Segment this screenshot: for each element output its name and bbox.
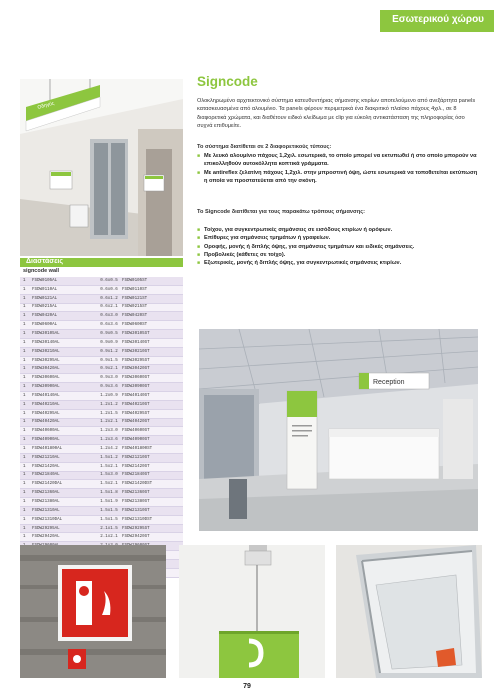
- table-row: [20, 436, 183, 445]
- table-cell: 1: [23, 376, 26, 381]
- table-row: [20, 330, 183, 339]
- photo-signage-corridor: [20, 79, 183, 256]
- table-cell: 1: [23, 473, 26, 478]
- table-cell: FSDW0215AL: [32, 305, 58, 310]
- photo-fire-sign: [20, 545, 166, 678]
- table-cell: 0.9x1.5: [100, 358, 118, 363]
- table-cell: FSDW21360ST: [122, 491, 150, 496]
- table-row: [20, 312, 183, 321]
- table-cell: FSDW0600ST: [122, 323, 148, 328]
- table-row: [20, 516, 183, 525]
- table-row: [20, 445, 183, 454]
- table-cell: FSDW30900AL: [32, 385, 60, 390]
- photo-frame-detail: [336, 545, 482, 678]
- page-number: 79: [243, 683, 251, 690]
- table-cell: FSDW401800AL: [32, 446, 63, 451]
- table-cell: 1: [23, 482, 26, 487]
- table-cell: 1: [23, 305, 26, 310]
- dimensions-table: [20, 277, 183, 578]
- table-cell: FSDW30420ST: [122, 367, 150, 372]
- table-cell: 2.1x2.1: [100, 535, 118, 540]
- table-row: [20, 365, 183, 374]
- table-row: [20, 489, 183, 498]
- table-cell: 1: [23, 402, 26, 407]
- table-cell: FSDW0105ST: [122, 278, 148, 283]
- table-row: [20, 507, 183, 516]
- table-cell: 1: [23, 517, 26, 522]
- table-row: [20, 533, 183, 542]
- table-cell: FSDW40600AL: [32, 429, 60, 434]
- table-cell: FSDW30105ST: [122, 331, 150, 336]
- table-cell: FSDW40420ST: [122, 420, 150, 425]
- table-cell: FSDW40900AL: [32, 438, 60, 443]
- table-cell: FSDW29295ST: [122, 526, 150, 531]
- table-row: [20, 277, 183, 286]
- table-cell: FSDW30140ST: [122, 340, 150, 345]
- table-cell: 1: [23, 358, 26, 363]
- table-cell: 1: [23, 420, 26, 425]
- table-cell: FSDW21420DST: [122, 482, 153, 487]
- table-row: [20, 498, 183, 507]
- table-cell: 0.9x2.1: [100, 367, 118, 372]
- table-cell: FSDW21310DST: [122, 517, 153, 522]
- table-row: [20, 419, 183, 428]
- table-cell: FSDW401800ST: [122, 446, 153, 451]
- table-cell: FSDW29295AL: [32, 526, 60, 531]
- list-item: ■ Τοίχου, για συγκεντρωτικές σημάνσεις σε εισόδους κτιρίων ή ορόφων.: [197, 226, 480, 234]
- table-row: [20, 348, 183, 357]
- table-cell: 1.2x3.0: [100, 429, 118, 434]
- table-row: [20, 339, 183, 348]
- table-cell: 1: [23, 367, 26, 372]
- sign-text: Οδηγός: [36, 100, 56, 111]
- table-cell: 0.6x0.6: [100, 287, 118, 292]
- table-row: [20, 401, 183, 410]
- table-cell: 1.5x1.5: [100, 517, 118, 522]
- table-cell: FSDW40140ST: [122, 393, 150, 398]
- table-cell: 1: [23, 446, 26, 451]
- table-row: [20, 427, 183, 436]
- table-cell: 1: [23, 278, 26, 283]
- table-cell: 1: [23, 500, 26, 505]
- list-item: ■ Με λευκό αλουμίνιο πάχους 1,2χιλ. εσωτερικά, το οποίο μπορεί να εκτυπωθεί ή στο οποίο μπορούν να επικολληθούν αυτοκόλλητα κοπτικά γράμματα.: [197, 152, 480, 169]
- list-item: ■ Οροφής, μονής ή διπλής όψης, για σημάνσεις τμημάτων και ειδικές σημάνσεις.: [197, 243, 480, 251]
- table-cell: 1.2x4.2: [100, 446, 118, 451]
- photo-reception: [199, 329, 478, 531]
- table-cell: 1: [23, 455, 26, 460]
- table-cell: 1.2x0.9: [100, 393, 118, 398]
- list-item: ■ Προβολικές (κάθετες σε τοίχο).: [197, 251, 480, 259]
- table-cell: FSDW21310AL: [32, 508, 60, 513]
- table-row: [20, 304, 183, 313]
- table-cell: 1.5x1.9: [100, 500, 118, 505]
- table-cell: FSDW30900ST: [122, 385, 150, 390]
- table-cell: FSDW40600ST: [122, 429, 150, 434]
- table-cell: 1.2x1.2: [100, 402, 118, 407]
- table-cell: 1: [23, 411, 26, 416]
- table-heading: Διαστάσεις: [26, 258, 63, 265]
- table-cell: 0.9x1.2: [100, 349, 118, 354]
- table-cell: 0.6x0.5: [100, 278, 118, 283]
- systems-list: [197, 152, 480, 185]
- table-cell: FSDW30420AL: [32, 367, 60, 372]
- table-cell: 0.6x3.6: [100, 323, 118, 328]
- table-cell: FSDW30140AL: [32, 340, 60, 345]
- table-cell: FSDW30295AL: [32, 358, 60, 363]
- page-header: [0, 0, 494, 34]
- table-row: [20, 463, 183, 472]
- table-cell: 1: [23, 349, 26, 354]
- list-item: ■ Με antireflex ζελατίνη πάχους 1,2χιλ. στην μπροστινή όψη, ώστε εσωτερικά να τοποθετείται εκτύπωση η οποία να προστατεύεται από την σκόνη.: [197, 169, 480, 186]
- section-title: Εσωτερικού χώρου: [392, 14, 484, 25]
- table-cell: FSDW0215ST: [122, 305, 148, 310]
- table-cell: 1: [23, 464, 26, 469]
- table-cell: FSDW21420DAL: [32, 482, 63, 487]
- options-list: [197, 226, 480, 267]
- table-cell: 1.2x1.5: [100, 411, 118, 416]
- table-cell: 0.9x3.6: [100, 385, 118, 390]
- table-cell: FSDW21380AL: [32, 500, 60, 505]
- table-cell: 1: [23, 340, 26, 345]
- table-cell: 1: [23, 314, 26, 319]
- table-cell: 1.5x1.8: [100, 491, 118, 496]
- table-cell: 1: [23, 393, 26, 398]
- table-cell: 0.9x3.0: [100, 376, 118, 381]
- table-cell: FSDW0105AL: [32, 278, 58, 283]
- table-cell: FSDW21310ST: [122, 508, 150, 513]
- table-cell: 1.5x2.1: [100, 464, 118, 469]
- table-cell: FSDW0110AL: [32, 287, 58, 292]
- table-cell: 1: [23, 296, 26, 301]
- table-row: [20, 392, 183, 401]
- table-cell: 1: [23, 526, 26, 531]
- list-item: ■ Εξωτερικές, μονής ή διπλής όψης, για συγκεντρωτικές σημάνσεις κτιρίων.: [197, 259, 480, 267]
- table-cell: 0.6x1.2: [100, 296, 118, 301]
- systems-intro: Το σύστημα διατίθεται σε 2 διαφορετικούς τύπους:: [197, 144, 332, 150]
- table-heading-bar: [20, 258, 183, 267]
- table-cell: FSDW29420AL: [32, 535, 60, 540]
- table-cell: FSDW0121ST: [122, 296, 148, 301]
- table-cell: 1.5x3.0: [100, 473, 118, 478]
- table-cell: 1: [23, 429, 26, 434]
- table-cell: 0.9x0.5: [100, 331, 118, 336]
- table-row: [20, 357, 183, 366]
- table-cell: FSDW40210AL: [32, 402, 60, 407]
- table-cell: 1: [23, 385, 26, 390]
- table-cell: 1: [23, 331, 26, 336]
- table-cell: 2.1x1.5: [100, 526, 118, 531]
- table-cell: 0.9x0.9: [100, 340, 118, 345]
- table-cell: FSDW30105AL: [32, 331, 60, 336]
- table-cell: 1.5x2.1: [100, 482, 118, 487]
- table-row: [20, 410, 183, 419]
- reception-sign-text: Reception: [373, 379, 405, 386]
- list-item: ■ Επίθυρες για σημάνσεις τμημάτων ή γραφείων.: [197, 234, 480, 242]
- intro-paragraph: Ολοκληρωμένο αρχιτεκτονικό σύστημα κατευθυντήριας σήμανσης κτιρίων αποτελούμενο από ανεξάρτητα panels κατασκευασμένα από αλουμίνιο. Τα panels φέρουν περιμετρικά ένα διακριτικό πλαίσιο πάχους 4χιλ., σε 8 διαφορετικά χρώματα, και διαθέτουν ειδικό κλείδωμα με clip για εύκολη αντικατάσταση της πληροφορίας όσο συχνά επιθυμείτε.: [197, 98, 476, 129]
- table-row: [20, 480, 183, 489]
- table-cell: FSDW21360AL: [32, 491, 60, 496]
- table-cell: FSDW21310DAL: [32, 517, 63, 522]
- table-cell: FSDW21210AL: [32, 455, 60, 460]
- table-row: [20, 295, 183, 304]
- table-row: [20, 321, 183, 330]
- table-cell: 1.5x1.5: [100, 508, 118, 513]
- table-cell: FSDW29420ST: [122, 535, 150, 540]
- table-cell: FSDW30210AL: [32, 349, 60, 354]
- table-row: [20, 374, 183, 383]
- table-cell: FSDW40140AL: [32, 393, 60, 398]
- table-cell: FSDW30295ST: [122, 358, 150, 363]
- table-cell: 0.6x2.1: [100, 305, 118, 310]
- table-cell: FSDW30600ST: [122, 376, 150, 381]
- table-cell: FSDW40210ST: [122, 402, 150, 407]
- table-cell: 0.6x3.0: [100, 314, 118, 319]
- table-cell: 1: [23, 438, 26, 443]
- table-cell: FSDW21840ST: [122, 473, 150, 478]
- table-cell: FSDW40295ST: [122, 411, 150, 416]
- table-cell: FSDW0600AL: [32, 323, 58, 328]
- photo-ceiling-sign: [179, 545, 325, 678]
- table-cell: 1.5x1.2: [100, 455, 118, 460]
- table-cell: FSDW21420ST: [122, 464, 150, 469]
- table-cell: FSDW21210ST: [122, 455, 150, 460]
- table-row: [20, 454, 183, 463]
- table-cell: FSDW0420AL: [32, 314, 58, 319]
- table-cell: 1: [23, 535, 26, 540]
- table-row: [20, 525, 183, 534]
- table-subheading: signcode wall: [23, 268, 60, 274]
- table-cell: FSDW0420ST: [122, 314, 148, 319]
- table-cell: FSDW0110ST: [122, 287, 148, 292]
- table-cell: FSDW21840AL: [32, 473, 60, 478]
- table-cell: 1.2x3.6: [100, 438, 118, 443]
- table-cell: FSDW40900ST: [122, 438, 150, 443]
- table-cell: FSDW30210ST: [122, 349, 150, 354]
- table-cell: 1.2x2.1: [100, 420, 118, 425]
- table-cell: 1: [23, 508, 26, 513]
- options-intro: To Signcode διατίθεται για τους παρακάτω τρόπους σήμανσης:: [197, 209, 366, 215]
- table-cell: FSDW0121AL: [32, 296, 58, 301]
- table-row: [20, 286, 183, 295]
- table-row: [20, 383, 183, 392]
- table-cell: FSDW21420AL: [32, 464, 60, 469]
- table-cell: 1: [23, 287, 26, 292]
- table-cell: FSDW40295AL: [32, 411, 60, 416]
- table-cell: 1: [23, 491, 26, 496]
- table-row: [20, 472, 183, 481]
- table-cell: FSDW40420AL: [32, 420, 60, 425]
- table-cell: FSDW30600AL: [32, 376, 60, 381]
- product-title: Signcode: [197, 74, 258, 89]
- table-cell: 1: [23, 323, 26, 328]
- table-cell: FSDW21380ST: [122, 500, 150, 505]
